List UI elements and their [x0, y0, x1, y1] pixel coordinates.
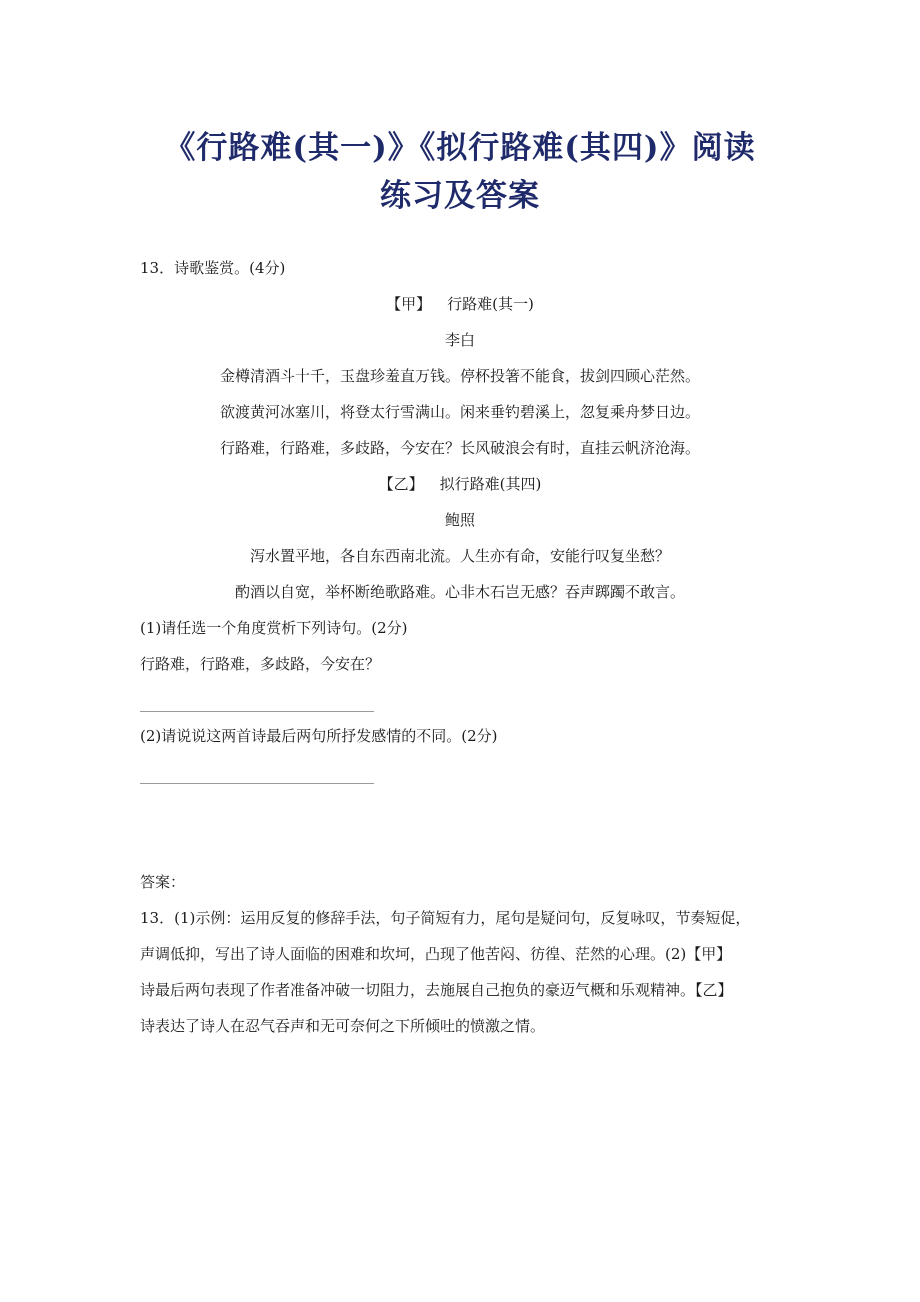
answer-line: 诗最后两句表现了作者准备冲破一切阻力，去施展自己抱负的豪迈气概和乐观精神。【乙】 [140, 981, 733, 999]
answer-line: 声调低抑，写出了诗人面临的困难和坎坷，凸现了他苦闷、彷徨、茫然的心理。(2)【甲】 [140, 945, 732, 963]
answer-label: 答案： [140, 873, 186, 891]
question-header: 13．诗歌鉴赏。(4分) [140, 259, 286, 277]
poem-a-line: 金樽清酒斗十千，玉盘珍羞直万钱。停杯投箸不能食，拔剑四顾心茫然。 [219, 367, 700, 385]
poem-a-title: 行路难(其一) [447, 295, 534, 313]
poem-b-line: 酌酒以自宽，举杯断绝歌路难。心非木石岂无感？吞声踯躅不敢言。 [234, 583, 685, 601]
poem-a-line: 欲渡黄河冰塞川，将登太行雪满山。闲来垂钓碧溪上，忽复乘舟梦日边。 [219, 403, 700, 421]
answer-blank-line-2 [140, 783, 374, 784]
poem-a-author: 李白 [444, 331, 475, 349]
poem-b-label: 【乙】 [378, 475, 424, 493]
poem-b-heading [120, 474, 800, 494]
poem-a-line: 行路难，行路难，多歧路，今安在？长风破浪会有时，直挂云帆济沧海。 [219, 439, 700, 457]
sub-question-1: (1)请任选一个角度赏析下列诗句。(2分) [140, 619, 408, 637]
sub-question-2: (2)请说说这两首诗最后两句所抒发感情的不同。(2分) [140, 727, 498, 745]
answer-line: 13．(1)示例：运用反复的修辞手法，句子简短有力，尾句是疑问句，反复咏叹，节奏短促， [140, 909, 751, 927]
poem-a-label: 【甲】 [386, 295, 432, 313]
poem-b-line: 泻水置平地，各自东西南北流。人生亦有命，安能行叹复坐愁？ [249, 547, 670, 565]
document-title-line-2: 练习及答案 [380, 178, 540, 214]
answer-blank-line-1 [140, 711, 374, 712]
poem-b-title: 拟行路难(其四) [439, 475, 542, 493]
sub-question-1-quote: 行路难，行路难，多歧路，今安在？ [140, 655, 381, 673]
document-title-line-1: 《行路难(其一)》《拟行路难(其四)》阅读 [164, 130, 756, 166]
poem-a-heading [120, 294, 800, 314]
poem-b-author: 鲍照 [444, 511, 475, 529]
answer-line: 诗表达了诗人在忍气吞声和无可奈何之下所倾吐的愤激之情。 [140, 1017, 546, 1035]
